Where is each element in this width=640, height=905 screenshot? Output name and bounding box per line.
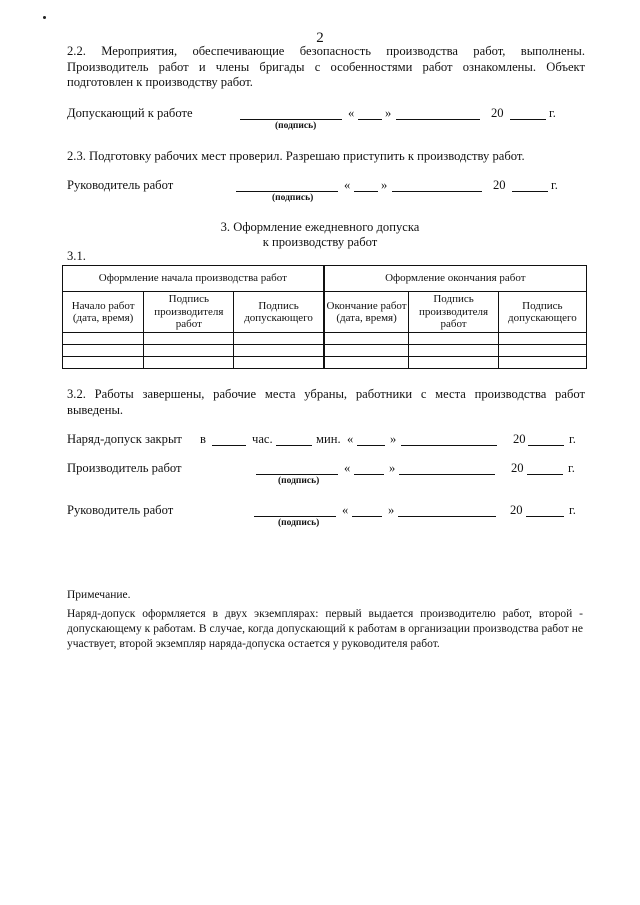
table-row — [63, 357, 587, 369]
manager-label-2: Руководитель работ — [67, 503, 174, 517]
open-quote: « — [344, 461, 351, 475]
signature-caption: (подпись) — [272, 193, 314, 203]
table-row — [63, 345, 587, 357]
close-quote: » — [385, 106, 392, 120]
group-header-end: Оформление окончания работ — [324, 266, 587, 292]
year-prefix: 20 — [511, 461, 524, 475]
admitting-signature-line[interactable] — [240, 119, 342, 120]
year-prefix: 20 — [513, 432, 526, 446]
manager-label: Руководитель работ — [67, 178, 174, 192]
subsection-3-1-label: 3.1. — [67, 249, 86, 263]
manager-day-line-2[interactable] — [352, 516, 382, 517]
manager-signature-line[interactable] — [236, 191, 338, 192]
daily-permit-table — [62, 265, 587, 369]
permit-closed-label: Наряд-допуск закрыт — [67, 432, 182, 446]
closed-year-line[interactable] — [528, 445, 564, 446]
section-3-title-line2: к производству работ — [262, 235, 378, 249]
admitting-month-line[interactable] — [396, 119, 480, 120]
section-2-3-text: 2.3. Подготовку рабочих мест проверил. Разрешаю приступить к производству работ. — [67, 149, 525, 163]
close-quote: » — [389, 461, 396, 475]
col-end-datetime: Окончание работ (дата, время) — [324, 292, 409, 333]
open-quote: « — [348, 106, 355, 120]
year-prefix: 20 — [493, 178, 506, 192]
close-quote: » — [390, 432, 397, 446]
closed-in-label: в — [200, 432, 206, 446]
signature-caption: (подпись) — [278, 476, 320, 486]
page-number: 2 — [316, 30, 324, 46]
producer-month-line[interactable] — [399, 474, 495, 475]
closed-hours-line[interactable] — [212, 445, 246, 446]
producer-signature-line[interactable] — [256, 474, 338, 475]
closed-month-line[interactable] — [401, 445, 497, 446]
section-3-title-line1: 3. Оформление ежедневного допуска — [220, 220, 420, 234]
producer-day-line[interactable] — [354, 474, 384, 475]
producer-label: Производитель работ — [67, 461, 182, 475]
year-prefix: 20 — [510, 503, 523, 517]
admitting-year-line[interactable] — [510, 119, 546, 120]
note-text: Наряд-допуск оформляется в двух экземплярах: первый выдается производителю работ, второй - допускающему к работам. В случае, когда допускающий к работам в организации производства работ не участвует, второй экземпляр наряда-допуска остается у руководителя работ. — [67, 608, 583, 650]
year-suffix: г. — [549, 106, 556, 120]
year-suffix: г. — [569, 432, 576, 446]
section-2-2-text: 2.2. Мероприятия, обеспечивающие безопасность производства работ, выполнены. Производитель работ и члены бригады с особенностями работ ознакомлены. Объект подготовлен к производству работ. — [67, 44, 585, 89]
closed-hours-label: час. — [252, 432, 273, 446]
open-quote: « — [344, 178, 351, 192]
year-suffix: г. — [551, 178, 558, 192]
open-quote: « — [347, 432, 354, 446]
closed-minutes-label: мин. — [316, 432, 341, 446]
year-prefix: 20 — [491, 106, 504, 120]
scan-speck — [43, 16, 46, 19]
col-start-datetime: Начало работ (дата, время) — [63, 292, 144, 333]
closed-day-line[interactable] — [357, 445, 385, 446]
manager-year-line-2[interactable] — [526, 516, 564, 517]
signature-caption: (подпись) — [275, 121, 317, 131]
close-quote: » — [388, 503, 395, 517]
col-admitter-signature-start: Подпись допускающего — [234, 292, 324, 333]
col-producer-signature-end: Подпись производителя работ — [409, 292, 498, 333]
open-quote: « — [342, 503, 349, 517]
producer-year-line[interactable] — [527, 474, 563, 475]
manager-year-line[interactable] — [512, 191, 548, 192]
signature-caption: (подпись) — [278, 518, 320, 528]
manager-day-line[interactable] — [354, 191, 378, 192]
year-suffix: г. — [569, 503, 576, 517]
admitting-person-label: Допускающий к работе — [67, 106, 193, 120]
group-header-start: Оформление начала производства работ — [63, 266, 324, 292]
manager-signature-line-2[interactable] — [254, 516, 336, 517]
col-admitter-signature-end: Подпись допускающего — [498, 292, 586, 333]
manager-month-line[interactable] — [392, 191, 482, 192]
admitting-day-line[interactable] — [358, 119, 382, 120]
year-suffix: г. — [568, 461, 575, 475]
closed-minutes-line[interactable] — [276, 445, 312, 446]
note-title: Примечание. — [67, 589, 131, 601]
table-row — [63, 333, 587, 345]
section-3-2-text: 3.2. Работы завершены, рабочие места убраны, работники с места производства работ выведены. — [67, 387, 585, 417]
manager-month-line-2[interactable] — [398, 516, 496, 517]
close-quote: » — [381, 178, 388, 192]
col-producer-signature-start: Подпись производителя работ — [144, 292, 234, 333]
